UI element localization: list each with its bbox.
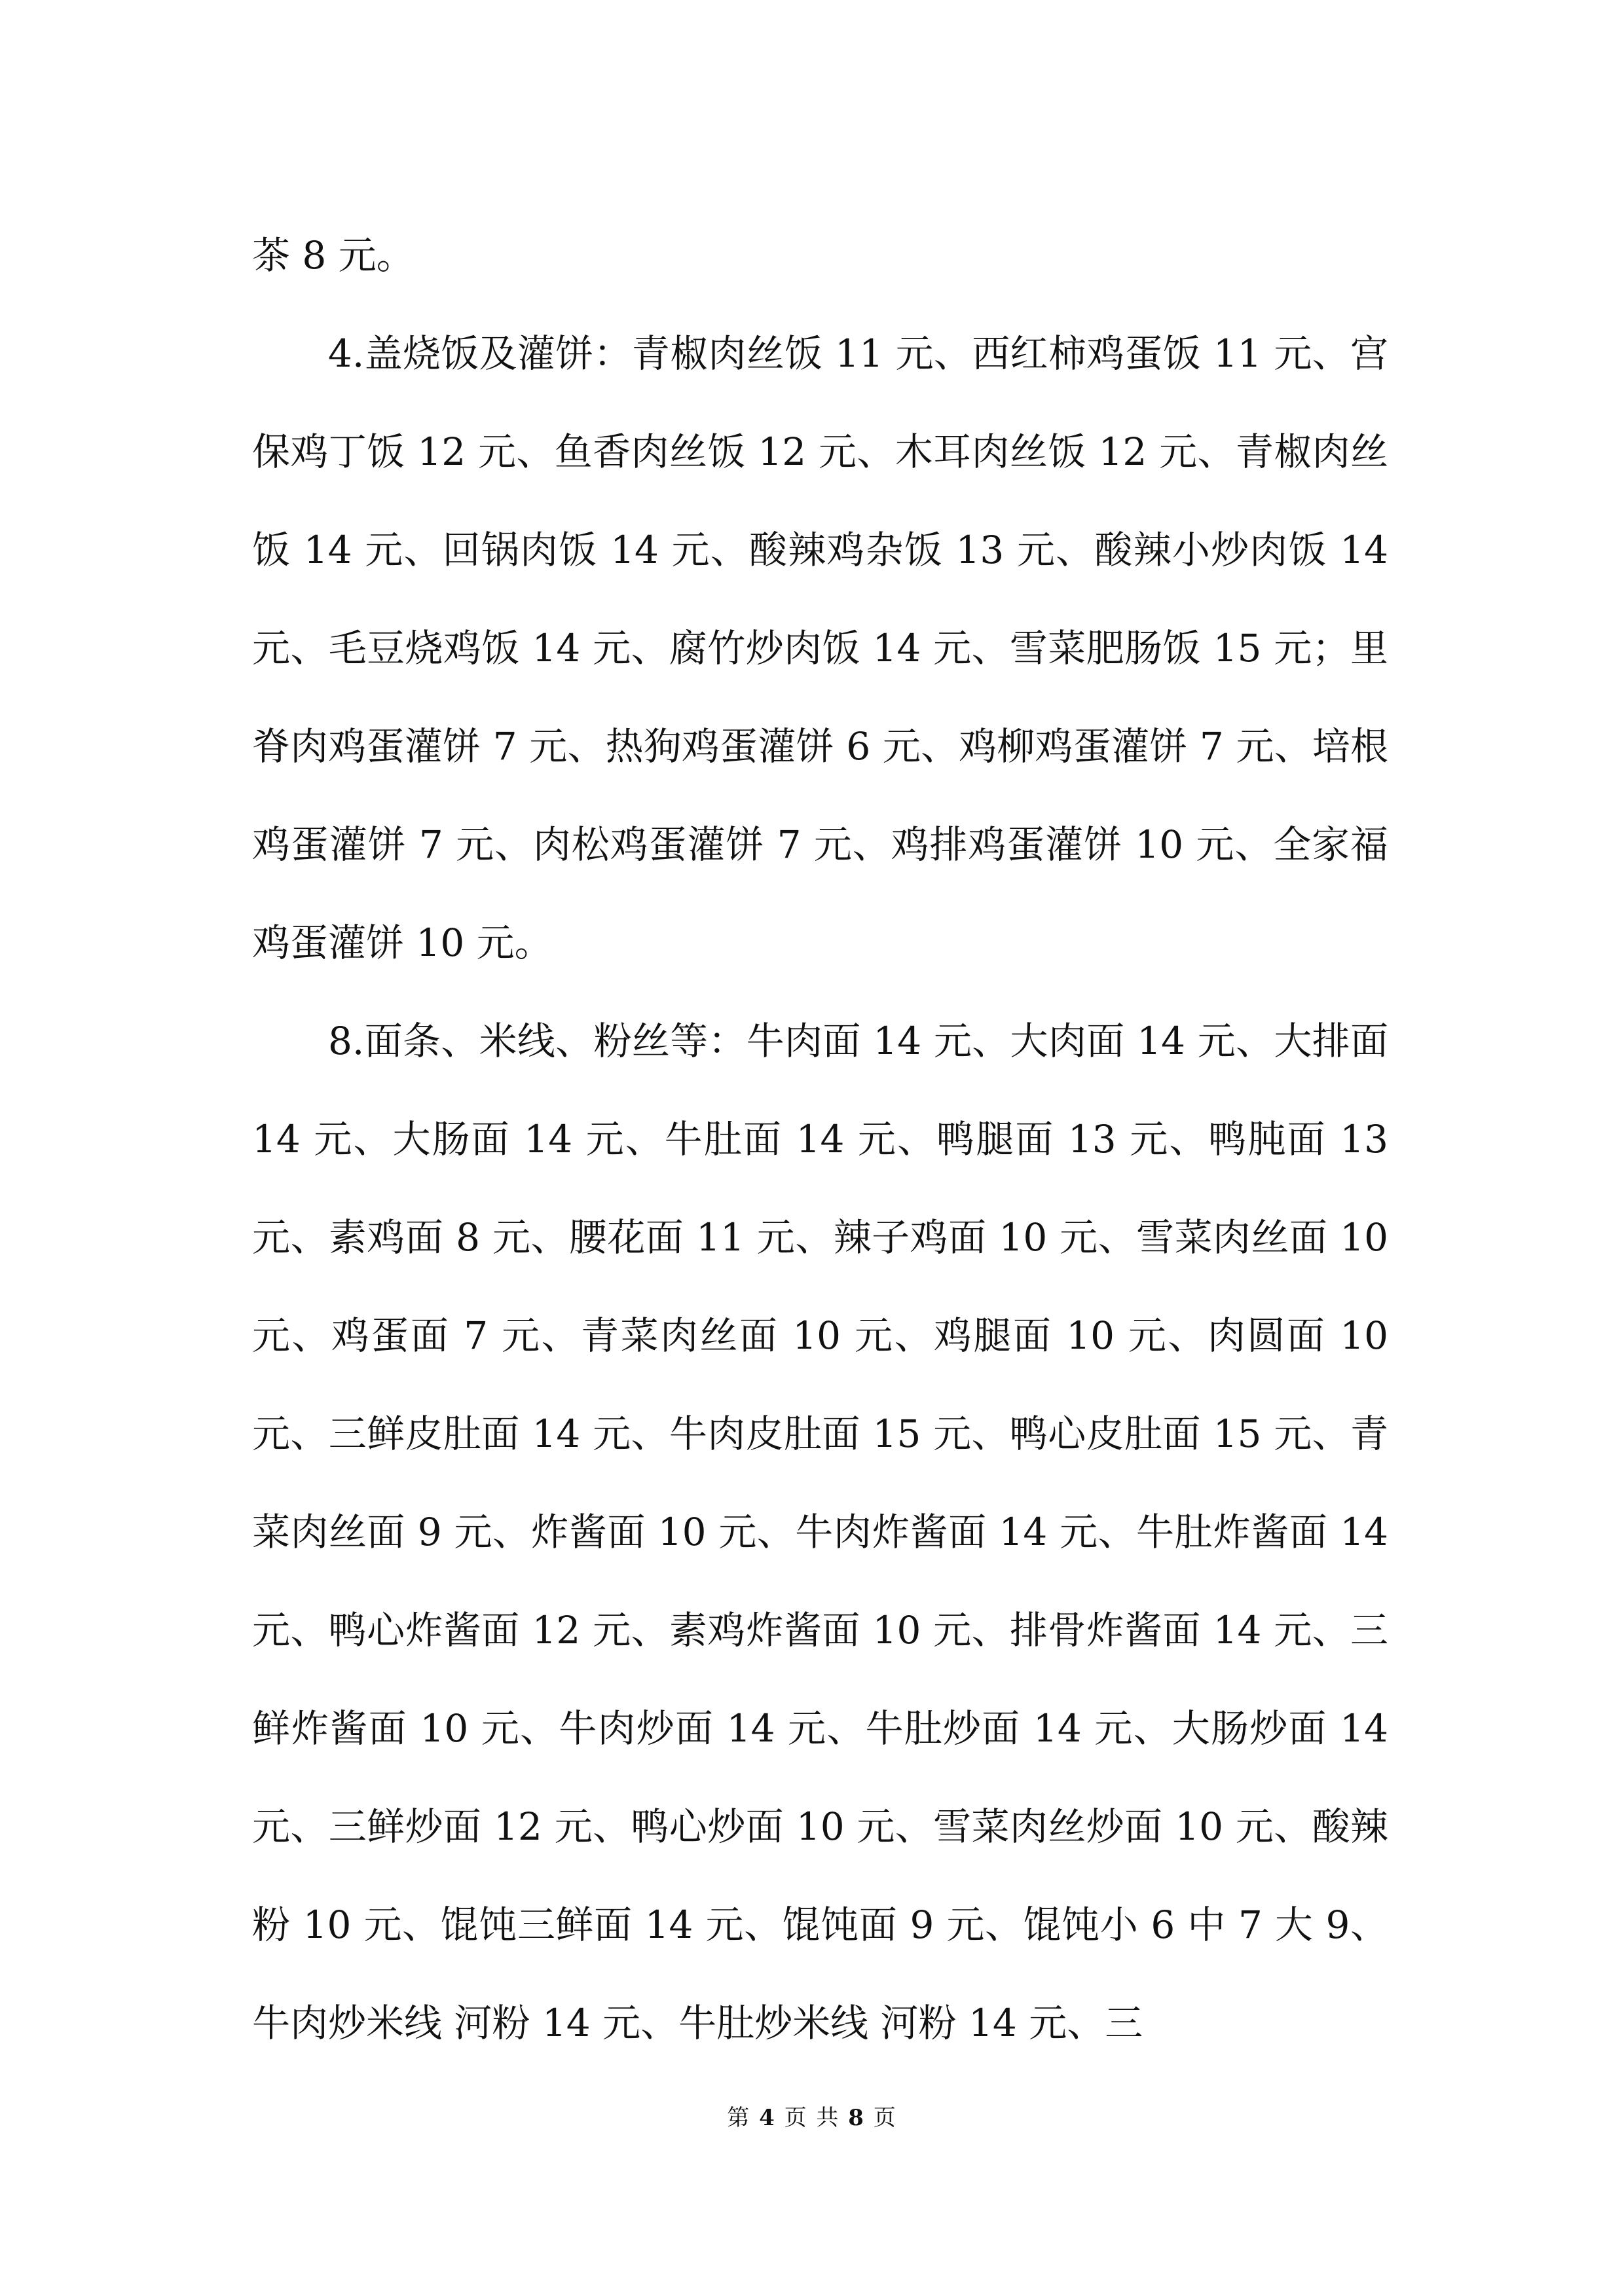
footer-middle: 页 共 bbox=[784, 2105, 840, 2131]
document-body bbox=[252, 206, 1388, 2072]
footer-prefix: 第 bbox=[727, 2105, 751, 2131]
footer-suffix: 页 bbox=[873, 2105, 897, 2131]
footer-total-pages: 8 bbox=[848, 2105, 865, 2131]
paragraph-noodles: 8.面条、米线、粉丝等：牛肉面 14 元、大肉面 14 元、大排面 14 元、大肠面 14 元、牛肚面 14 元、鸭腿面 13 元、鸭肫面 13 元、素鸡面 8 元、腰花面 11 元、辣子鸡面 10 元、雪菜肉丝面 10 元、鸡蛋面 7 元、青菜肉丝面 10 元、鸡腿面 10 元、肉圆面 10 元、三鲜皮肚面 14 元、牛肉皮肚面 15 元、鸭心皮肚面 15 元、青菜肉丝面 9 元、炸酱面 10 元、牛肉炸酱面 14 元、牛肚炸酱面 14 元、鸭心炸酱面 12 元、素鸡炸酱面 10 元、排骨炸酱面 14 元、三鲜炸酱面 10 元、牛肉炒面 14 元、牛肚炒面 14 元、大肠炒面 14 元、三鲜炒面 12 元、鸭心炒面 10 元、雪菜肉丝炒面 10 元、酸辣粉 10 元、馄饨三鲜面 14 元、馄饨面 9 元、馄饨小 6 中 7 大 9、牛肉炒米线 河粉 14 元、牛肚炒米线 河粉 14 元、三 bbox=[252, 1019, 1388, 2045]
page-footer bbox=[0, 2105, 1624, 2131]
footer-page-number: 4 bbox=[759, 2105, 776, 2131]
paragraph-tea-price: 茶 8 元。 bbox=[252, 233, 415, 278]
paragraph-rice-and-pancakes: 4.盖烧饭及灌饼：青椒肉丝饭 11 元、西红柿鸡蛋饭 11 元、宫保鸡丁饭 12 元、鱼香肉丝饭 12 元、木耳肉丝饭 12 元、青椒肉丝饭 14 元、回锅肉饭 14 元、酸辣鸡杂饭 13 元、酸辣小炒肉饭 14 元、毛豆烧鸡饭 14 元、腐竹炒肉饭 14 元、雪菜肥肠饭 15 元；里脊肉鸡蛋灌饼 7 元、热狗鸡蛋灌饼 6 元、鸡柳鸡蛋灌饼 7 元、培根鸡蛋灌饼 7 元、肉松鸡蛋灌饼 7 元、鸡排鸡蛋灌饼 10 元、全家福鸡蛋灌饼 10 元。 bbox=[252, 331, 1388, 965]
